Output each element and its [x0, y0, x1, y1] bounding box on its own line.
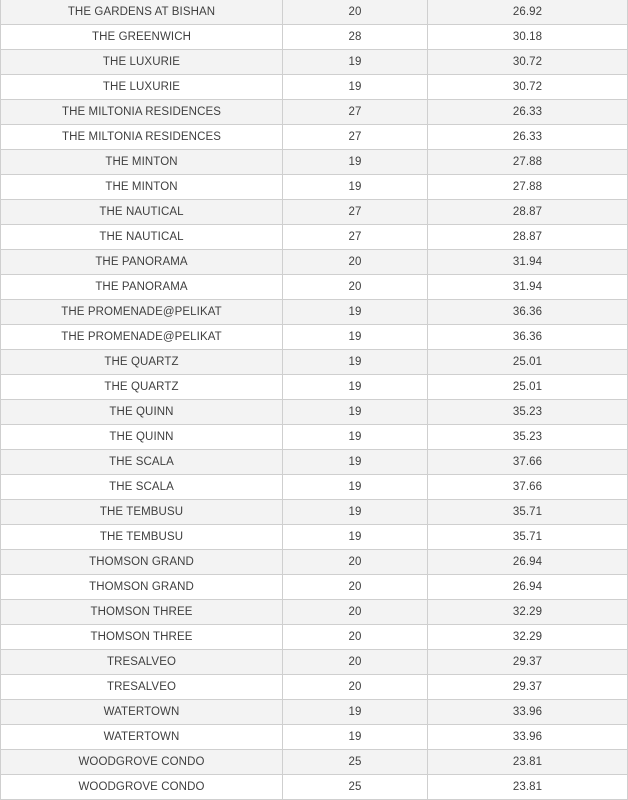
table-row	[1, 175, 628, 200]
table-row	[1, 25, 628, 50]
storeys-cell: 19	[283, 525, 428, 550]
table-row	[1, 350, 628, 375]
value-cell: 28.87	[428, 200, 628, 225]
table-row	[1, 300, 628, 325]
value-cell: 30.72	[428, 50, 628, 75]
storeys-cell: 19	[283, 50, 428, 75]
storeys-cell: 20	[283, 275, 428, 300]
project-name-cell: THOMSON GRAND	[1, 550, 283, 575]
project-name-cell: THOMSON THREE	[1, 625, 283, 650]
value-cell: 29.37	[428, 650, 628, 675]
table-row	[1, 775, 628, 800]
storeys-cell: 20	[283, 600, 428, 625]
storeys-cell: 27	[283, 225, 428, 250]
storeys-cell: 19	[283, 425, 428, 450]
project-name-cell: THE PANORAMA	[1, 250, 283, 275]
table-row	[1, 700, 628, 725]
storeys-cell: 19	[283, 300, 428, 325]
value-cell: 37.66	[428, 475, 628, 500]
project-name-cell: TRESALVEO	[1, 675, 283, 700]
table-row	[1, 275, 628, 300]
storeys-cell: 20	[283, 550, 428, 575]
value-cell: 26.33	[428, 100, 628, 125]
table-row	[1, 625, 628, 650]
table-row	[1, 125, 628, 150]
table-row	[1, 325, 628, 350]
table-row	[1, 650, 628, 675]
project-name-cell: THE MILTONIA RESIDENCES	[1, 125, 283, 150]
table-row	[1, 225, 628, 250]
project-name-cell: THE LUXURIE	[1, 75, 283, 100]
value-cell: 36.36	[428, 325, 628, 350]
value-cell: 27.88	[428, 175, 628, 200]
project-name-cell: THE MILTONIA RESIDENCES	[1, 100, 283, 125]
value-cell: 33.96	[428, 725, 628, 750]
value-cell: 31.94	[428, 250, 628, 275]
value-cell: 35.71	[428, 500, 628, 525]
value-cell: 26.33	[428, 125, 628, 150]
value-cell: 26.94	[428, 575, 628, 600]
project-name-cell: THE MINTON	[1, 150, 283, 175]
storeys-cell: 19	[283, 325, 428, 350]
project-name-cell: THE SCALA	[1, 450, 283, 475]
table-row	[1, 675, 628, 700]
value-cell: 35.71	[428, 525, 628, 550]
project-name-cell: WOODGROVE CONDO	[1, 750, 283, 775]
project-name-cell: THE GREENWICH	[1, 25, 283, 50]
storeys-cell: 20	[283, 675, 428, 700]
storeys-cell: 19	[283, 700, 428, 725]
table-row	[1, 475, 628, 500]
storeys-cell: 25	[283, 775, 428, 800]
storeys-cell: 20	[283, 250, 428, 275]
project-name-cell: THOMSON GRAND	[1, 575, 283, 600]
value-cell: 30.72	[428, 75, 628, 100]
storeys-cell: 19	[283, 375, 428, 400]
storeys-cell: 19	[283, 725, 428, 750]
value-cell: 28.87	[428, 225, 628, 250]
table-row	[1, 50, 628, 75]
project-name-cell: WATERTOWN	[1, 725, 283, 750]
table-row	[1, 550, 628, 575]
value-cell: 26.92	[428, 0, 628, 25]
table-row	[1, 75, 628, 100]
project-name-cell: THE SCALA	[1, 475, 283, 500]
storeys-cell: 19	[283, 500, 428, 525]
storeys-cell: 19	[283, 350, 428, 375]
value-cell: 25.01	[428, 375, 628, 400]
value-cell: 32.29	[428, 625, 628, 650]
table-row	[1, 0, 628, 25]
value-cell: 30.18	[428, 25, 628, 50]
table-row	[1, 575, 628, 600]
value-cell: 37.66	[428, 450, 628, 475]
table-row	[1, 425, 628, 450]
storeys-cell: 27	[283, 200, 428, 225]
project-name-cell: THE NAUTICAL	[1, 225, 283, 250]
value-cell: 23.81	[428, 750, 628, 775]
table-row	[1, 450, 628, 475]
value-cell: 35.23	[428, 400, 628, 425]
table-row	[1, 100, 628, 125]
table-row	[1, 500, 628, 525]
storeys-cell: 19	[283, 450, 428, 475]
table-row	[1, 375, 628, 400]
project-name-cell: THE NAUTICAL	[1, 200, 283, 225]
project-name-cell: THE QUARTZ	[1, 350, 283, 375]
storeys-cell: 19	[283, 75, 428, 100]
storeys-cell: 20	[283, 0, 428, 25]
table-row	[1, 400, 628, 425]
value-cell: 29.37	[428, 675, 628, 700]
value-cell: 27.88	[428, 150, 628, 175]
storeys-cell: 20	[283, 625, 428, 650]
project-name-cell: WATERTOWN	[1, 700, 283, 725]
value-cell: 33.96	[428, 700, 628, 725]
table-row	[1, 250, 628, 275]
project-name-cell: THE GARDENS AT BISHAN	[1, 0, 283, 25]
value-cell: 36.36	[428, 300, 628, 325]
table-row	[1, 200, 628, 225]
storeys-cell: 27	[283, 100, 428, 125]
storeys-cell: 19	[283, 475, 428, 500]
storeys-cell: 20	[283, 650, 428, 675]
project-name-cell: THE TEMBUSU	[1, 500, 283, 525]
value-cell: 35.23	[428, 425, 628, 450]
value-cell: 25.01	[428, 350, 628, 375]
table-row	[1, 600, 628, 625]
table-row	[1, 525, 628, 550]
project-name-cell: THE PANORAMA	[1, 275, 283, 300]
table-body	[1, 0, 628, 800]
project-name-cell: THE QUINN	[1, 400, 283, 425]
storeys-cell: 25	[283, 750, 428, 775]
storeys-cell: 19	[283, 175, 428, 200]
storeys-cell: 28	[283, 25, 428, 50]
storeys-cell: 27	[283, 125, 428, 150]
value-cell: 32.29	[428, 600, 628, 625]
table-row	[1, 725, 628, 750]
project-name-cell: THE LUXURIE	[1, 50, 283, 75]
project-name-cell: THE PROMENADE@PELIKAT	[1, 300, 283, 325]
project-name-cell: THE PROMENADE@PELIKAT	[1, 325, 283, 350]
value-cell: 23.81	[428, 775, 628, 800]
table-row	[1, 750, 628, 775]
project-name-cell: TRESALVEO	[1, 650, 283, 675]
project-name-cell: THE QUARTZ	[1, 375, 283, 400]
storeys-cell: 19	[283, 400, 428, 425]
value-cell: 31.94	[428, 275, 628, 300]
project-name-cell: WOODGROVE CONDO	[1, 775, 283, 800]
project-name-cell: THE QUINN	[1, 425, 283, 450]
project-name-cell: THE MINTON	[1, 175, 283, 200]
storeys-cell: 20	[283, 575, 428, 600]
table-row	[1, 150, 628, 175]
value-cell: 26.94	[428, 550, 628, 575]
project-name-cell: THOMSON THREE	[1, 600, 283, 625]
storeys-cell: 19	[283, 150, 428, 175]
project-name-cell: THE TEMBUSU	[1, 525, 283, 550]
